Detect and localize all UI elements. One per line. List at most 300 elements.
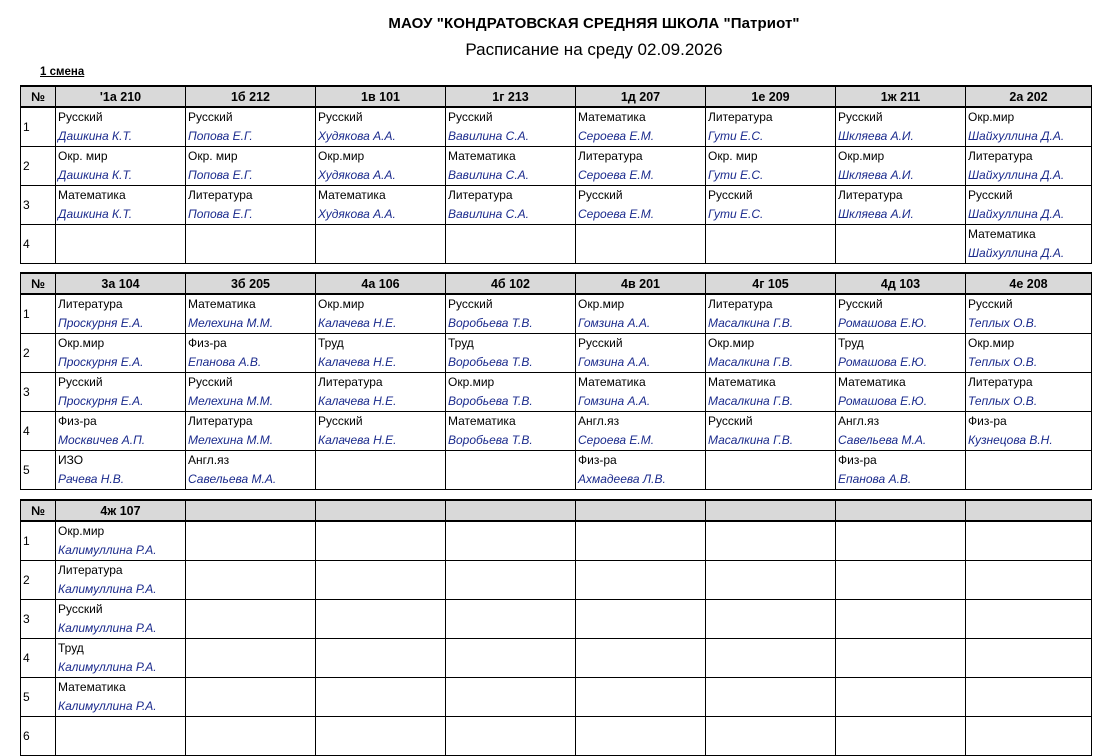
lesson-cell xyxy=(316,639,446,678)
lesson-cell xyxy=(706,294,836,334)
teacher-name: Масалкина Г.В. xyxy=(708,355,794,369)
class-header: 4б 102 xyxy=(446,273,576,294)
teacher-name: Гути Е.С. xyxy=(708,168,764,182)
lesson-cell xyxy=(706,521,836,561)
lesson-cell xyxy=(446,451,576,490)
teacher-name: Худякова А.А. xyxy=(318,129,396,143)
subject-name xyxy=(318,225,445,244)
class-header: 1д 207 xyxy=(576,86,706,107)
subject-name xyxy=(838,561,965,580)
teacher-name: Калимуллина Р.А. xyxy=(58,660,157,674)
teacher-name xyxy=(318,658,445,677)
lesson-row xyxy=(21,600,1092,639)
subject-name: Русский xyxy=(708,188,753,202)
subject-name: Физ-ра xyxy=(188,336,227,350)
lesson-cell xyxy=(706,373,836,412)
lesson-cell xyxy=(706,334,836,373)
lesson-cell xyxy=(966,334,1092,373)
subject-name: Русский xyxy=(838,297,883,311)
lesson-cell xyxy=(836,678,966,717)
schedule-table-1 xyxy=(20,85,1092,264)
teacher-name: Вавилина С.А. xyxy=(448,207,530,221)
teacher-name xyxy=(708,470,835,489)
class-header: 3а 104 xyxy=(56,273,186,294)
lesson-number: 2 xyxy=(21,561,56,600)
subject-name xyxy=(968,451,1091,470)
lesson-cell xyxy=(56,600,186,639)
lesson-cell xyxy=(316,334,446,373)
teacher-name: Сероева Е.М. xyxy=(578,129,655,143)
lesson-cell xyxy=(316,186,446,225)
teacher-name: Шайхуллина Д.А. xyxy=(968,246,1065,260)
class-header: 1в 101 xyxy=(316,86,446,107)
lesson-cell xyxy=(446,521,576,561)
lesson-cell xyxy=(56,561,186,600)
teacher-name xyxy=(708,541,835,560)
class-header: 4г 105 xyxy=(706,273,836,294)
lesson-cell xyxy=(706,412,836,451)
subject-name xyxy=(448,225,575,244)
teacher-name: Гути Е.С. xyxy=(708,129,764,143)
teacher-name: Савельева М.А. xyxy=(188,472,277,486)
lesson-cell xyxy=(706,107,836,147)
lesson-cell xyxy=(966,521,1092,561)
lesson-number: 1 xyxy=(21,294,56,334)
teacher-name: Проскурня Е.А. xyxy=(58,355,144,369)
lesson-cell xyxy=(186,147,316,186)
subject-name xyxy=(448,678,575,697)
subject-name xyxy=(448,639,575,658)
teacher-name xyxy=(968,541,1091,560)
lesson-row xyxy=(21,451,1092,490)
subject-name: Труд xyxy=(448,336,474,350)
subject-name: Математика xyxy=(578,375,646,389)
lesson-row xyxy=(21,373,1092,412)
teacher-name: Калачева Н.Е. xyxy=(318,355,397,369)
lesson-cell xyxy=(706,451,836,490)
teacher-name: Рачева Н.В. xyxy=(58,472,125,486)
lesson-row xyxy=(21,147,1092,186)
teacher-name: Теплых О.В. xyxy=(968,316,1038,330)
subject-name xyxy=(58,717,185,736)
schedule-date-title: Расписание на среду 02.09.2026 xyxy=(465,40,723,59)
lesson-cell xyxy=(576,186,706,225)
subject-name: Окр. мир xyxy=(188,149,238,163)
lesson-cell xyxy=(316,147,446,186)
lesson-cell xyxy=(576,717,706,756)
lesson-cell xyxy=(966,561,1092,600)
lesson-cell xyxy=(446,186,576,225)
lesson-cell xyxy=(836,451,966,490)
lesson-cell xyxy=(186,678,316,717)
lesson-cell xyxy=(966,451,1092,490)
subject-name: Англ.яз xyxy=(838,414,880,428)
lesson-cell xyxy=(186,451,316,490)
teacher-name: Масалкина Г.В. xyxy=(708,433,794,447)
subject-name: Окр.мир xyxy=(448,375,495,389)
subject-name: Русский xyxy=(188,375,233,389)
subject-name: Русский xyxy=(578,188,623,202)
teacher-name xyxy=(448,541,575,560)
subject-name: Математика xyxy=(58,680,126,694)
lesson-row xyxy=(21,639,1092,678)
teacher-name xyxy=(838,244,965,263)
subject-name: Русский xyxy=(318,414,363,428)
lesson-cell xyxy=(186,639,316,678)
lesson-cell xyxy=(446,107,576,147)
lesson-cell xyxy=(836,225,966,264)
subject-name xyxy=(448,717,575,736)
lesson-cell xyxy=(966,678,1092,717)
class-header: 4ж 107 xyxy=(56,500,186,521)
lesson-cell xyxy=(576,561,706,600)
teacher-name xyxy=(578,697,705,716)
lesson-number: 4 xyxy=(21,639,56,678)
class-header: 2а 202 xyxy=(966,86,1092,107)
lesson-cell xyxy=(316,294,446,334)
subject-name: Англ.яз xyxy=(578,414,620,428)
teacher-name: Епанова А.В. xyxy=(838,472,912,486)
schedule-table-2 xyxy=(20,272,1092,490)
teacher-name: Масалкина Г.В. xyxy=(708,394,794,408)
lesson-cell xyxy=(316,717,446,756)
subject-name: Русский xyxy=(448,110,493,124)
subject-name xyxy=(578,522,705,541)
teacher-name xyxy=(838,697,965,716)
teacher-name: Худякова А.А. xyxy=(318,168,396,182)
lesson-cell xyxy=(706,678,836,717)
subject-name: Литература xyxy=(188,188,253,202)
teacher-name xyxy=(708,244,835,263)
teacher-name: Худякова А.А. xyxy=(318,207,396,221)
subject-name: Труд xyxy=(318,336,344,350)
lesson-number: 1 xyxy=(21,107,56,147)
teacher-name xyxy=(578,541,705,560)
class-header xyxy=(316,500,446,521)
subject-name: Русский xyxy=(578,336,623,350)
subject-name: Литература xyxy=(838,188,903,202)
teacher-name: Воробьева Т.В. xyxy=(448,394,533,408)
subject-name: Физ-ра xyxy=(578,453,617,467)
lesson-row xyxy=(21,186,1092,225)
subject-name: Математика xyxy=(838,375,906,389)
subject-name: Окр.мир xyxy=(968,336,1015,350)
subject-name xyxy=(838,600,965,619)
subject-name xyxy=(318,451,445,470)
lesson-cell xyxy=(316,412,446,451)
subject-name xyxy=(188,522,315,541)
lesson-cell xyxy=(966,373,1092,412)
subject-name: Литература xyxy=(318,375,383,389)
subject-name: Литература xyxy=(708,297,773,311)
teacher-name: Вавилина С.А. xyxy=(448,168,530,182)
teacher-name: Гомзина А.А. xyxy=(578,355,651,369)
subject-name: Русский xyxy=(58,602,103,616)
teacher-name xyxy=(188,736,315,755)
lesson-number: 5 xyxy=(21,451,56,490)
lesson-cell xyxy=(56,186,186,225)
lesson-cell xyxy=(56,521,186,561)
subject-name xyxy=(318,600,445,619)
class-header: 1е 209 xyxy=(706,86,836,107)
header-row xyxy=(21,86,1092,107)
teacher-name xyxy=(448,736,575,755)
subject-name xyxy=(838,717,965,736)
teacher-name xyxy=(448,244,575,263)
subject-name: Русский xyxy=(838,110,883,124)
lesson-cell xyxy=(836,294,966,334)
lesson-number: 6 xyxy=(21,717,56,756)
lesson-cell xyxy=(706,147,836,186)
lesson-cell xyxy=(186,334,316,373)
teacher-name: Гомзина А.А. xyxy=(578,316,651,330)
subject-name: Математика xyxy=(58,188,126,202)
teacher-name: Сероева Е.М. xyxy=(578,207,655,221)
lesson-cell xyxy=(316,373,446,412)
subject-name: Литература xyxy=(448,188,513,202)
class-header: 4а 106 xyxy=(316,273,446,294)
teacher-name xyxy=(448,580,575,599)
lesson-cell xyxy=(576,373,706,412)
lesson-number-header: № xyxy=(21,500,56,521)
subject-name xyxy=(968,522,1091,541)
subject-name xyxy=(188,600,315,619)
teacher-name: Проскурня Е.А. xyxy=(58,316,144,330)
subject-name: Русский xyxy=(188,110,233,124)
subject-name: ИЗО xyxy=(58,453,84,467)
subject-name: Физ-ра xyxy=(58,414,97,428)
lesson-row xyxy=(21,678,1092,717)
lesson-cell xyxy=(56,147,186,186)
lesson-cell xyxy=(706,600,836,639)
class-header xyxy=(186,500,316,521)
subject-name: Математика xyxy=(578,110,646,124)
subject-name xyxy=(708,522,835,541)
lesson-cell xyxy=(576,521,706,561)
lesson-cell xyxy=(966,639,1092,678)
teacher-name: Калимуллина Р.А. xyxy=(58,582,157,596)
lesson-cell xyxy=(836,639,966,678)
teacher-name xyxy=(318,541,445,560)
subject-name xyxy=(578,561,705,580)
lesson-cell xyxy=(56,451,186,490)
lesson-number: 3 xyxy=(21,186,56,225)
header-row xyxy=(21,500,1092,521)
teacher-name: Проскурня Е.А. xyxy=(58,394,144,408)
subject-name xyxy=(708,561,835,580)
teacher-name xyxy=(318,697,445,716)
teacher-name: Попова Е.Г. xyxy=(188,129,253,143)
teacher-name: Калачева Н.Е. xyxy=(318,433,397,447)
lesson-cell xyxy=(186,294,316,334)
lesson-cell xyxy=(446,639,576,678)
class-header: 3б 205 xyxy=(186,273,316,294)
subject-name xyxy=(318,717,445,736)
subject-name: Окр. мир xyxy=(58,149,108,163)
teacher-name: Калачева Н.Е. xyxy=(318,316,397,330)
teacher-name: Ромашова Е.Ю. xyxy=(838,316,928,330)
subject-name: Математика xyxy=(318,188,386,202)
subject-name xyxy=(708,639,835,658)
lesson-cell xyxy=(56,107,186,147)
teacher-name xyxy=(968,658,1091,677)
subject-name: Физ-ра xyxy=(838,453,877,467)
teacher-name xyxy=(968,619,1091,638)
subject-name xyxy=(318,678,445,697)
subject-name xyxy=(448,522,575,541)
subject-name xyxy=(708,451,835,470)
subject-name xyxy=(448,451,575,470)
subject-name xyxy=(968,717,1091,736)
subject-name xyxy=(188,639,315,658)
lesson-cell xyxy=(56,373,186,412)
lesson-cell xyxy=(316,107,446,147)
teacher-name xyxy=(968,470,1091,489)
subject-name: Англ.яз xyxy=(188,453,230,467)
subject-name: Литература xyxy=(968,149,1033,163)
teacher-name: Калимуллина Р.А. xyxy=(58,543,157,557)
subject-name xyxy=(838,639,965,658)
teacher-name: Кузнецова В.Н. xyxy=(968,433,1053,447)
subject-name: Математика xyxy=(968,227,1036,241)
subject-name: Русский xyxy=(708,414,753,428)
subject-name: Математика xyxy=(448,414,516,428)
lesson-cell xyxy=(836,561,966,600)
subject-name xyxy=(968,639,1091,658)
subject-name xyxy=(448,600,575,619)
lesson-cell xyxy=(446,373,576,412)
lesson-cell xyxy=(966,225,1092,264)
subject-name: Окр.мир xyxy=(578,297,625,311)
class-header: 1ж 211 xyxy=(836,86,966,107)
lesson-cell xyxy=(56,717,186,756)
teacher-name: Попова Е.Г. xyxy=(188,168,253,182)
teacher-name: Москвичев А.П. xyxy=(58,433,146,447)
lesson-cell xyxy=(56,412,186,451)
subject-name xyxy=(188,225,315,244)
teacher-name: Дашкина К.Т. xyxy=(58,129,133,143)
lesson-cell xyxy=(186,186,316,225)
subject-name: Математика xyxy=(188,297,256,311)
teacher-name: Теплых О.В. xyxy=(968,355,1038,369)
class-header xyxy=(706,500,836,521)
teacher-name: Ромашова Е.Ю. xyxy=(838,355,928,369)
subject-name xyxy=(578,600,705,619)
lesson-number: 1 xyxy=(21,521,56,561)
lesson-cell xyxy=(706,639,836,678)
lesson-number: 4 xyxy=(21,412,56,451)
lesson-cell xyxy=(576,147,706,186)
subject-name xyxy=(968,678,1091,697)
lesson-cell xyxy=(836,521,966,561)
lesson-cell xyxy=(186,107,316,147)
lesson-cell xyxy=(966,147,1092,186)
teacher-name: Гомзина А.А. xyxy=(578,394,651,408)
lesson-cell xyxy=(186,600,316,639)
teacher-name: Ромашова Е.Ю. xyxy=(838,394,928,408)
lesson-cell xyxy=(576,225,706,264)
teacher-name xyxy=(708,697,835,716)
subject-name: Литература xyxy=(708,110,773,124)
teacher-name xyxy=(838,619,965,638)
teacher-name xyxy=(578,244,705,263)
teacher-name xyxy=(708,658,835,677)
lesson-cell xyxy=(576,412,706,451)
lesson-cell xyxy=(316,521,446,561)
teacher-name xyxy=(188,619,315,638)
teacher-name: Гути Е.С. xyxy=(708,207,764,221)
lesson-cell xyxy=(56,639,186,678)
subject-name: Окр.мир xyxy=(58,336,105,350)
lesson-cell xyxy=(836,373,966,412)
subject-name xyxy=(708,678,835,697)
schedule-table-3 xyxy=(20,499,1092,756)
subject-name xyxy=(708,717,835,736)
lesson-cell xyxy=(446,678,576,717)
teacher-name: Шкляева А.И. xyxy=(838,129,914,143)
lesson-cell xyxy=(446,294,576,334)
teacher-name: Калимуллина Р.А. xyxy=(58,621,157,635)
lesson-cell xyxy=(316,561,446,600)
lesson-number: 2 xyxy=(21,334,56,373)
lesson-cell xyxy=(576,451,706,490)
school-title: МАОУ "КОНДРАТОВСКАЯ СРЕДНЯЯ ШКОЛА "Патриот" xyxy=(388,15,800,32)
subject-name xyxy=(968,561,1091,580)
teacher-name: Вавилина С.А. xyxy=(448,129,530,143)
lesson-row xyxy=(21,294,1092,334)
class-header: 1б 212 xyxy=(186,86,316,107)
lesson-cell xyxy=(186,717,316,756)
teacher-name: Ахмадеева Л.В. xyxy=(578,472,666,486)
teacher-name xyxy=(968,736,1091,755)
class-header xyxy=(576,500,706,521)
teacher-name xyxy=(578,580,705,599)
lesson-cell xyxy=(966,294,1092,334)
subject-name: Окр.мир xyxy=(838,149,885,163)
teacher-name xyxy=(448,697,575,716)
subject-name: Физ-ра xyxy=(968,414,1007,428)
teacher-name xyxy=(58,244,185,263)
teacher-name xyxy=(578,658,705,677)
subject-name xyxy=(318,639,445,658)
subject-name: Литература xyxy=(58,297,123,311)
subject-name xyxy=(58,225,185,244)
class-header xyxy=(966,500,1092,521)
lesson-cell xyxy=(966,186,1092,225)
lesson-cell xyxy=(706,561,836,600)
teacher-name xyxy=(838,580,965,599)
lesson-number: 2 xyxy=(21,147,56,186)
subject-name xyxy=(188,561,315,580)
lesson-cell xyxy=(576,294,706,334)
lesson-cell xyxy=(446,147,576,186)
teacher-name: Мелехина М.М. xyxy=(188,394,274,408)
lesson-cell xyxy=(576,678,706,717)
lesson-cell xyxy=(706,717,836,756)
lesson-cell xyxy=(836,334,966,373)
subject-name xyxy=(838,522,965,541)
teacher-name xyxy=(318,736,445,755)
subject-name xyxy=(578,678,705,697)
lesson-cell xyxy=(836,412,966,451)
subject-name: Труд xyxy=(838,336,864,350)
subject-name xyxy=(838,678,965,697)
lesson-cell xyxy=(836,107,966,147)
class-header: 4д 103 xyxy=(836,273,966,294)
lesson-cell xyxy=(446,717,576,756)
teacher-name xyxy=(448,619,575,638)
subject-name xyxy=(318,522,445,541)
